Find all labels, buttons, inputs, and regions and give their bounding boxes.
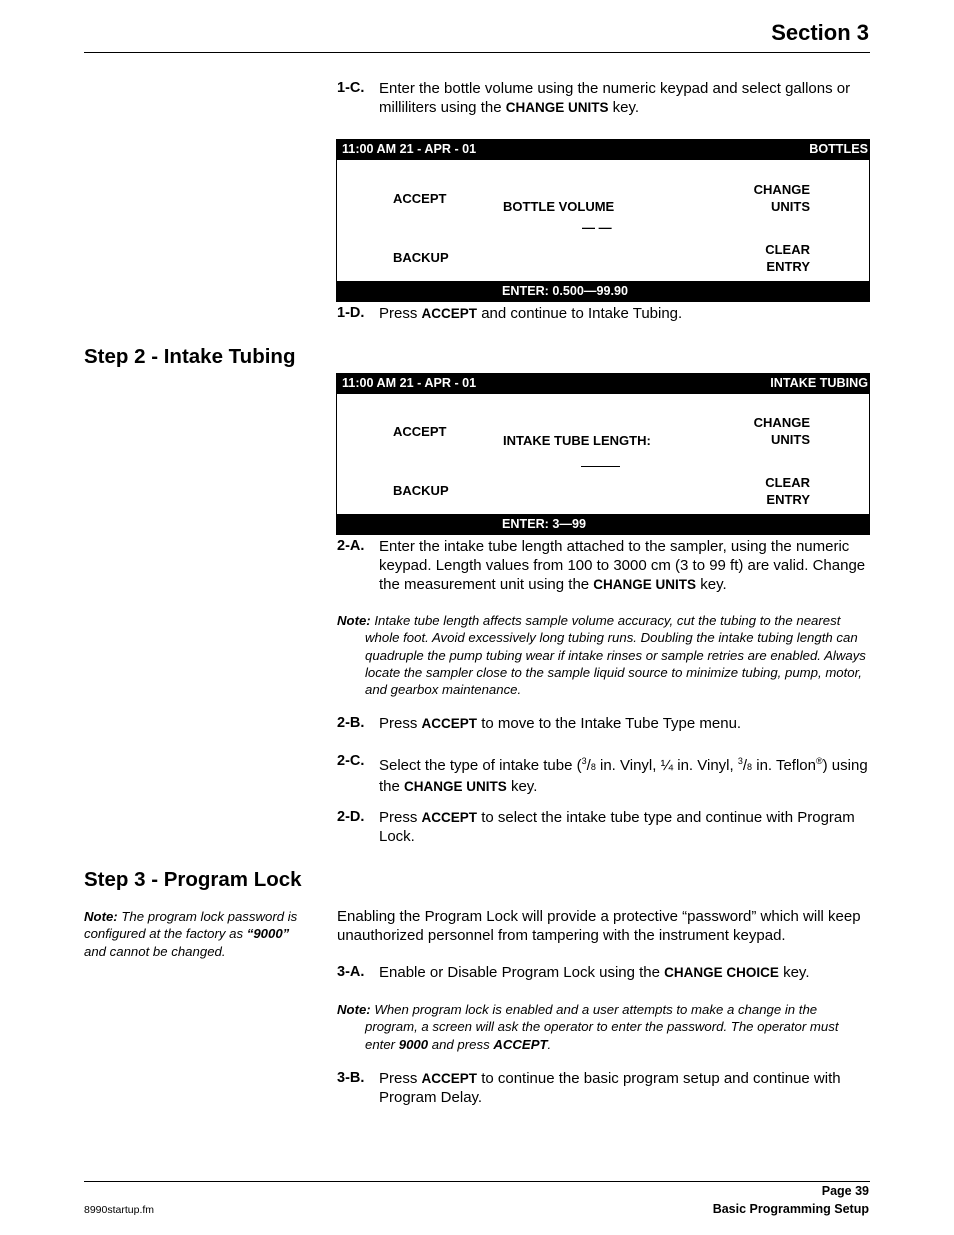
step-1c	[337, 79, 870, 117]
step-text: Enable or Disable Program Lock using the CHANGE CHOICE key.	[379, 964, 810, 981]
change-units-softkey[interactable]: CHANGE UNITS	[753, 182, 810, 214]
accept-softkey[interactable]: ACCEPT	[393, 424, 447, 439]
screen-entry-range: ENTER: 3—99	[502, 517, 586, 531]
footer-page-info	[713, 1183, 869, 1218]
step-number: 2-A.	[337, 538, 365, 554]
step-3b	[337, 1069, 870, 1107]
backup-softkey[interactable]: BACKUP	[393, 250, 449, 265]
key-name: CHANGE UNITS	[505, 100, 609, 115]
clear-entry-softkey[interactable]: CLEAR ENTRY	[765, 475, 810, 507]
step-2d	[337, 808, 870, 846]
header-rule	[84, 52, 870, 53]
step-text: Press ACCEPT to continue the basic program setup and continue with Program Delay.	[379, 1070, 841, 1106]
key-name: CHANGE CHOICE	[664, 965, 779, 980]
screen-value: — —	[582, 220, 612, 235]
step-2-heading: Step 2 - Intake Tubing	[84, 345, 296, 368]
step-1d	[337, 304, 870, 323]
key-name: ACCEPT	[421, 716, 478, 731]
program-lock-intro: Enabling the Program Lock will provide a protective “password” which will keep unauthorized personnel from tampering with the instrument keypad.	[337, 908, 861, 944]
bottles-display-screen	[336, 139, 870, 302]
step-number: 2-B.	[337, 715, 365, 731]
page-number: Page 39	[821, 1184, 869, 1198]
step-number: 1-D.	[337, 305, 365, 321]
step-text: Enter the intake tube length attached to the sampler, using the numeric keypad. Length values from 100 to 3000 cm (3 to 99 ft) are valid. Change the measurement unit using the CHANGE UNITS key.	[379, 538, 866, 593]
screen-value-underline	[581, 466, 620, 467]
note-label: Note:	[337, 1002, 371, 1017]
step-number: 3-B.	[337, 1070, 365, 1086]
step-number: 2-C.	[337, 753, 365, 769]
step-number: 2-D.	[337, 809, 365, 825]
step-text: Enter the bottle volume using the numeric keypad and select gallons or milliliters using the CHANGE UNITS key.	[379, 80, 851, 116]
note-label: Note:	[84, 909, 118, 924]
step-2a	[337, 537, 870, 594]
side-note-password: Note: The program lock password is configured at the factory as “9000” and cannot be changed.	[84, 909, 298, 959]
step-3-heading: Step 3 - Program Lock	[84, 868, 302, 891]
section-title: Section 3	[771, 20, 869, 45]
step-text: Press ACCEPT and continue to Intake Tubing.	[379, 305, 683, 322]
screen-time: 11:00 AM 21 - APR - 01	[342, 376, 477, 390]
screen-mode: BOTTLES	[809, 142, 868, 156]
backup-softkey[interactable]: BACKUP	[393, 483, 449, 498]
step-text: Press ACCEPT to select the intake tube type and continue with Program Lock.	[379, 809, 855, 845]
step-text: Select the type of intake tube ($^3$/8 in. Vinyl, ¼ in. Vinyl, $^3$/8 in. Teflon®) using the CHANGE UNITS key.	[379, 756, 868, 795]
chapter-title: Basic Programming Setup	[712, 1201, 869, 1216]
screen-entry-range: ENTER: 0.500—99.90	[502, 284, 628, 298]
intake-tubing-display-screen	[336, 373, 870, 535]
key-name: ACCEPT	[421, 306, 478, 321]
key-name: ACCEPT	[421, 1071, 478, 1086]
accept-softkey[interactable]: ACCEPT	[393, 191, 447, 206]
note-label: Note:	[337, 613, 371, 628]
clear-entry-softkey[interactable]: CLEAR ENTRY	[765, 242, 810, 274]
screen-status-bar	[336, 139, 870, 160]
screen-mode: INTAKE TUBING	[770, 376, 868, 390]
step-number: 1-C.	[337, 80, 365, 96]
key-name: ACCEPT	[421, 810, 478, 825]
change-units-softkey[interactable]: CHANGE UNITS	[753, 415, 810, 447]
screen-prompt: INTAKE TUBE LENGTH:	[503, 433, 651, 448]
screen-entry-bar	[336, 281, 870, 302]
footer-filename: 8990startup.fm	[84, 1204, 155, 1216]
key-name: CHANGE UNITS	[404, 779, 507, 794]
screen-status-bar	[336, 373, 870, 394]
screen-entry-bar	[336, 514, 870, 535]
step-2b	[337, 714, 870, 733]
screen-time: 11:00 AM 21 - APR - 01	[342, 142, 477, 156]
step-3a	[337, 963, 870, 982]
footer-rule	[84, 1181, 870, 1182]
note-program-lock: Note: When program lock is enabled and a user attempts to make a change in the program, a screen will ask the operator to enter the password. The operator must enter 9000 and press ACCEPT.	[337, 1002, 839, 1052]
screen-prompt: BOTTLE VOLUME	[503, 199, 615, 214]
step-text: Press ACCEPT to move to the Intake Tube Type menu.	[379, 715, 742, 732]
step-number: 3-A.	[337, 964, 365, 980]
key-name: CHANGE UNITS	[593, 577, 697, 592]
step-2c	[337, 752, 870, 796]
note-intake-tube: Note: Intake tube length affects sample volume accuracy, cut the tubing to the nearest whole foot. Avoid excessively long tubing runs. Doubling the intake tubing length can quadruple the pump tubing wear if intake rinses or sample retries are enabled. Always locate the sampler close to the sample liquid source to minimize tubing, pump, motor, and gearbox maintenance.	[337, 613, 866, 698]
